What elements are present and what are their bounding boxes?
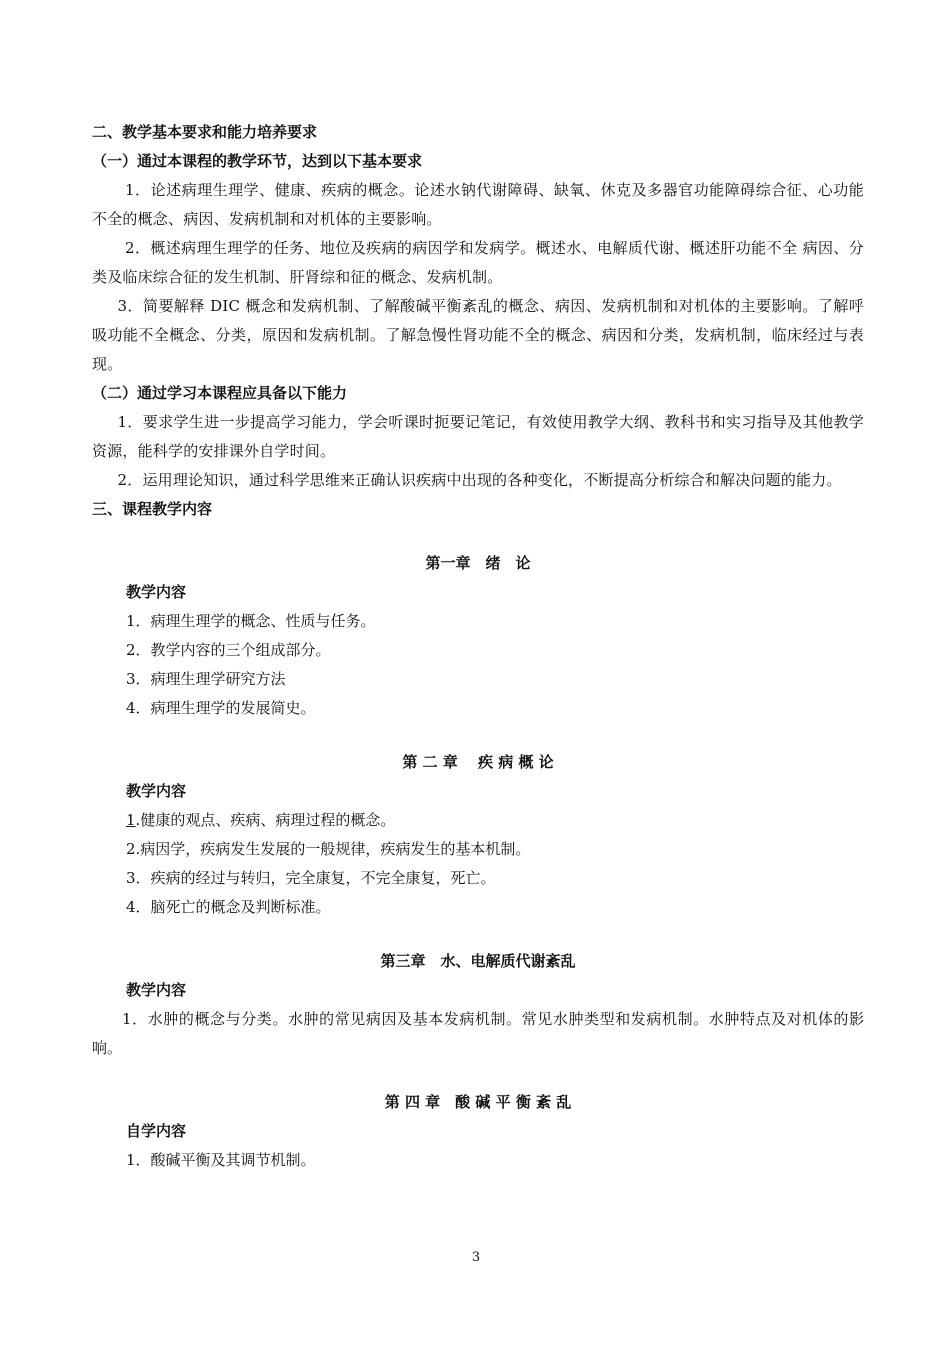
list-item: 1．水肿的概念与分类。水肿的常见病因及基本发病机制。常见水肿类型和发病机制。水肿特点及对机体的影响。 <box>92 1010 864 1057</box>
document-body <box>92 118 864 1175</box>
list-item: 3．病理生理学研究方法 <box>126 670 286 688</box>
paragraph: 1．要求学生进一步提高学习能力，学会听课时扼要记笔记，有效使用教学大纲、教科书和实习指导及其他教学资源，能科学的安排课外自学时间。 <box>92 413 864 460</box>
subsection-heading-2: （二）通过学习本课程应具备以下能力 <box>92 384 348 402</box>
chapter-title-1: 第一章 绪 论 <box>425 554 531 572</box>
chapter-title-2: 第 二 章 疾 病 概 论 <box>402 753 554 771</box>
paragraph: 3．简要解释 DIC 概念和发病机制、了解酸碱平衡紊乱的概念、病因、发病机制和对机体的主要影响。了解呼吸功能不全概念、分类，原因和发病机制。了解急慢性肾功能不全的概念、病因和分类，发病机制，临床经过与表现。 <box>92 297 864 373</box>
list-item <box>92 806 864 835</box>
list-item: 3．疾病的经过与转归，完全康复，不完全康复，死亡。 <box>126 869 496 887</box>
chapter-label: 教学内容 <box>126 583 187 601</box>
chapter-title-4: 第 四 章 酸 碱 平 衡 紊 乱 <box>384 1093 572 1111</box>
list-item: 4．脑死亡的概念及判断标准。 <box>126 898 331 916</box>
chapter-label: 教学内容 <box>126 782 187 800</box>
item-text: .健康的观点、疾病、病理过程的概念。 <box>135 811 396 829</box>
chapter-label: 教学内容 <box>126 981 187 999</box>
list-item: 1．病理生理学的概念、性质与任务。 <box>126 612 376 630</box>
subsection-heading-1: （一）通过本课程的教学环节，达到以下基本要求 <box>92 152 423 170</box>
paragraph: 2．运用理论知识，通过科学思维来正确认识疾病中出现的各种变化，不断提高分析综合和解决问题的能力。 <box>117 471 842 489</box>
section-heading-3: 三、课程教学内容 <box>92 500 213 518</box>
page-number: 3 <box>471 1250 481 1265</box>
chapter-title-3: 第三章 水、电解质代谢紊乱 <box>380 952 576 970</box>
section-heading-2: 二、教学基本要求和能力培养要求 <box>92 123 318 141</box>
item-number: 1 <box>126 811 136 829</box>
list-item: 4．病理生理学的发展简史。 <box>126 699 316 717</box>
paragraph: 2．概述病理生理学的任务、地位及疾病的病因学和发病学。概述水、电解质代谢、概述肝功能不全 病因、分类及临床综合征的发生机制、肝肾综和征的概念、发病机制。 <box>92 239 864 286</box>
list-item: 1．酸碱平衡及其调节机制。 <box>126 1151 316 1169</box>
list-item: 2.病因学，疾病发生发展的一般规律，疾病发生的基本机制。 <box>126 840 531 858</box>
chapter-label: 自学内容 <box>126 1122 187 1140</box>
paragraph: 1．论述病理生理学、健康、疾病的概念。论述水钠代谢障碍、缺氧、休克及多器官功能障碍综合征、心功能不全的概念、病因、发病机制和对机体的主要影响。 <box>92 181 864 228</box>
list-item: 2．教学内容的三个组成部分。 <box>126 641 331 659</box>
